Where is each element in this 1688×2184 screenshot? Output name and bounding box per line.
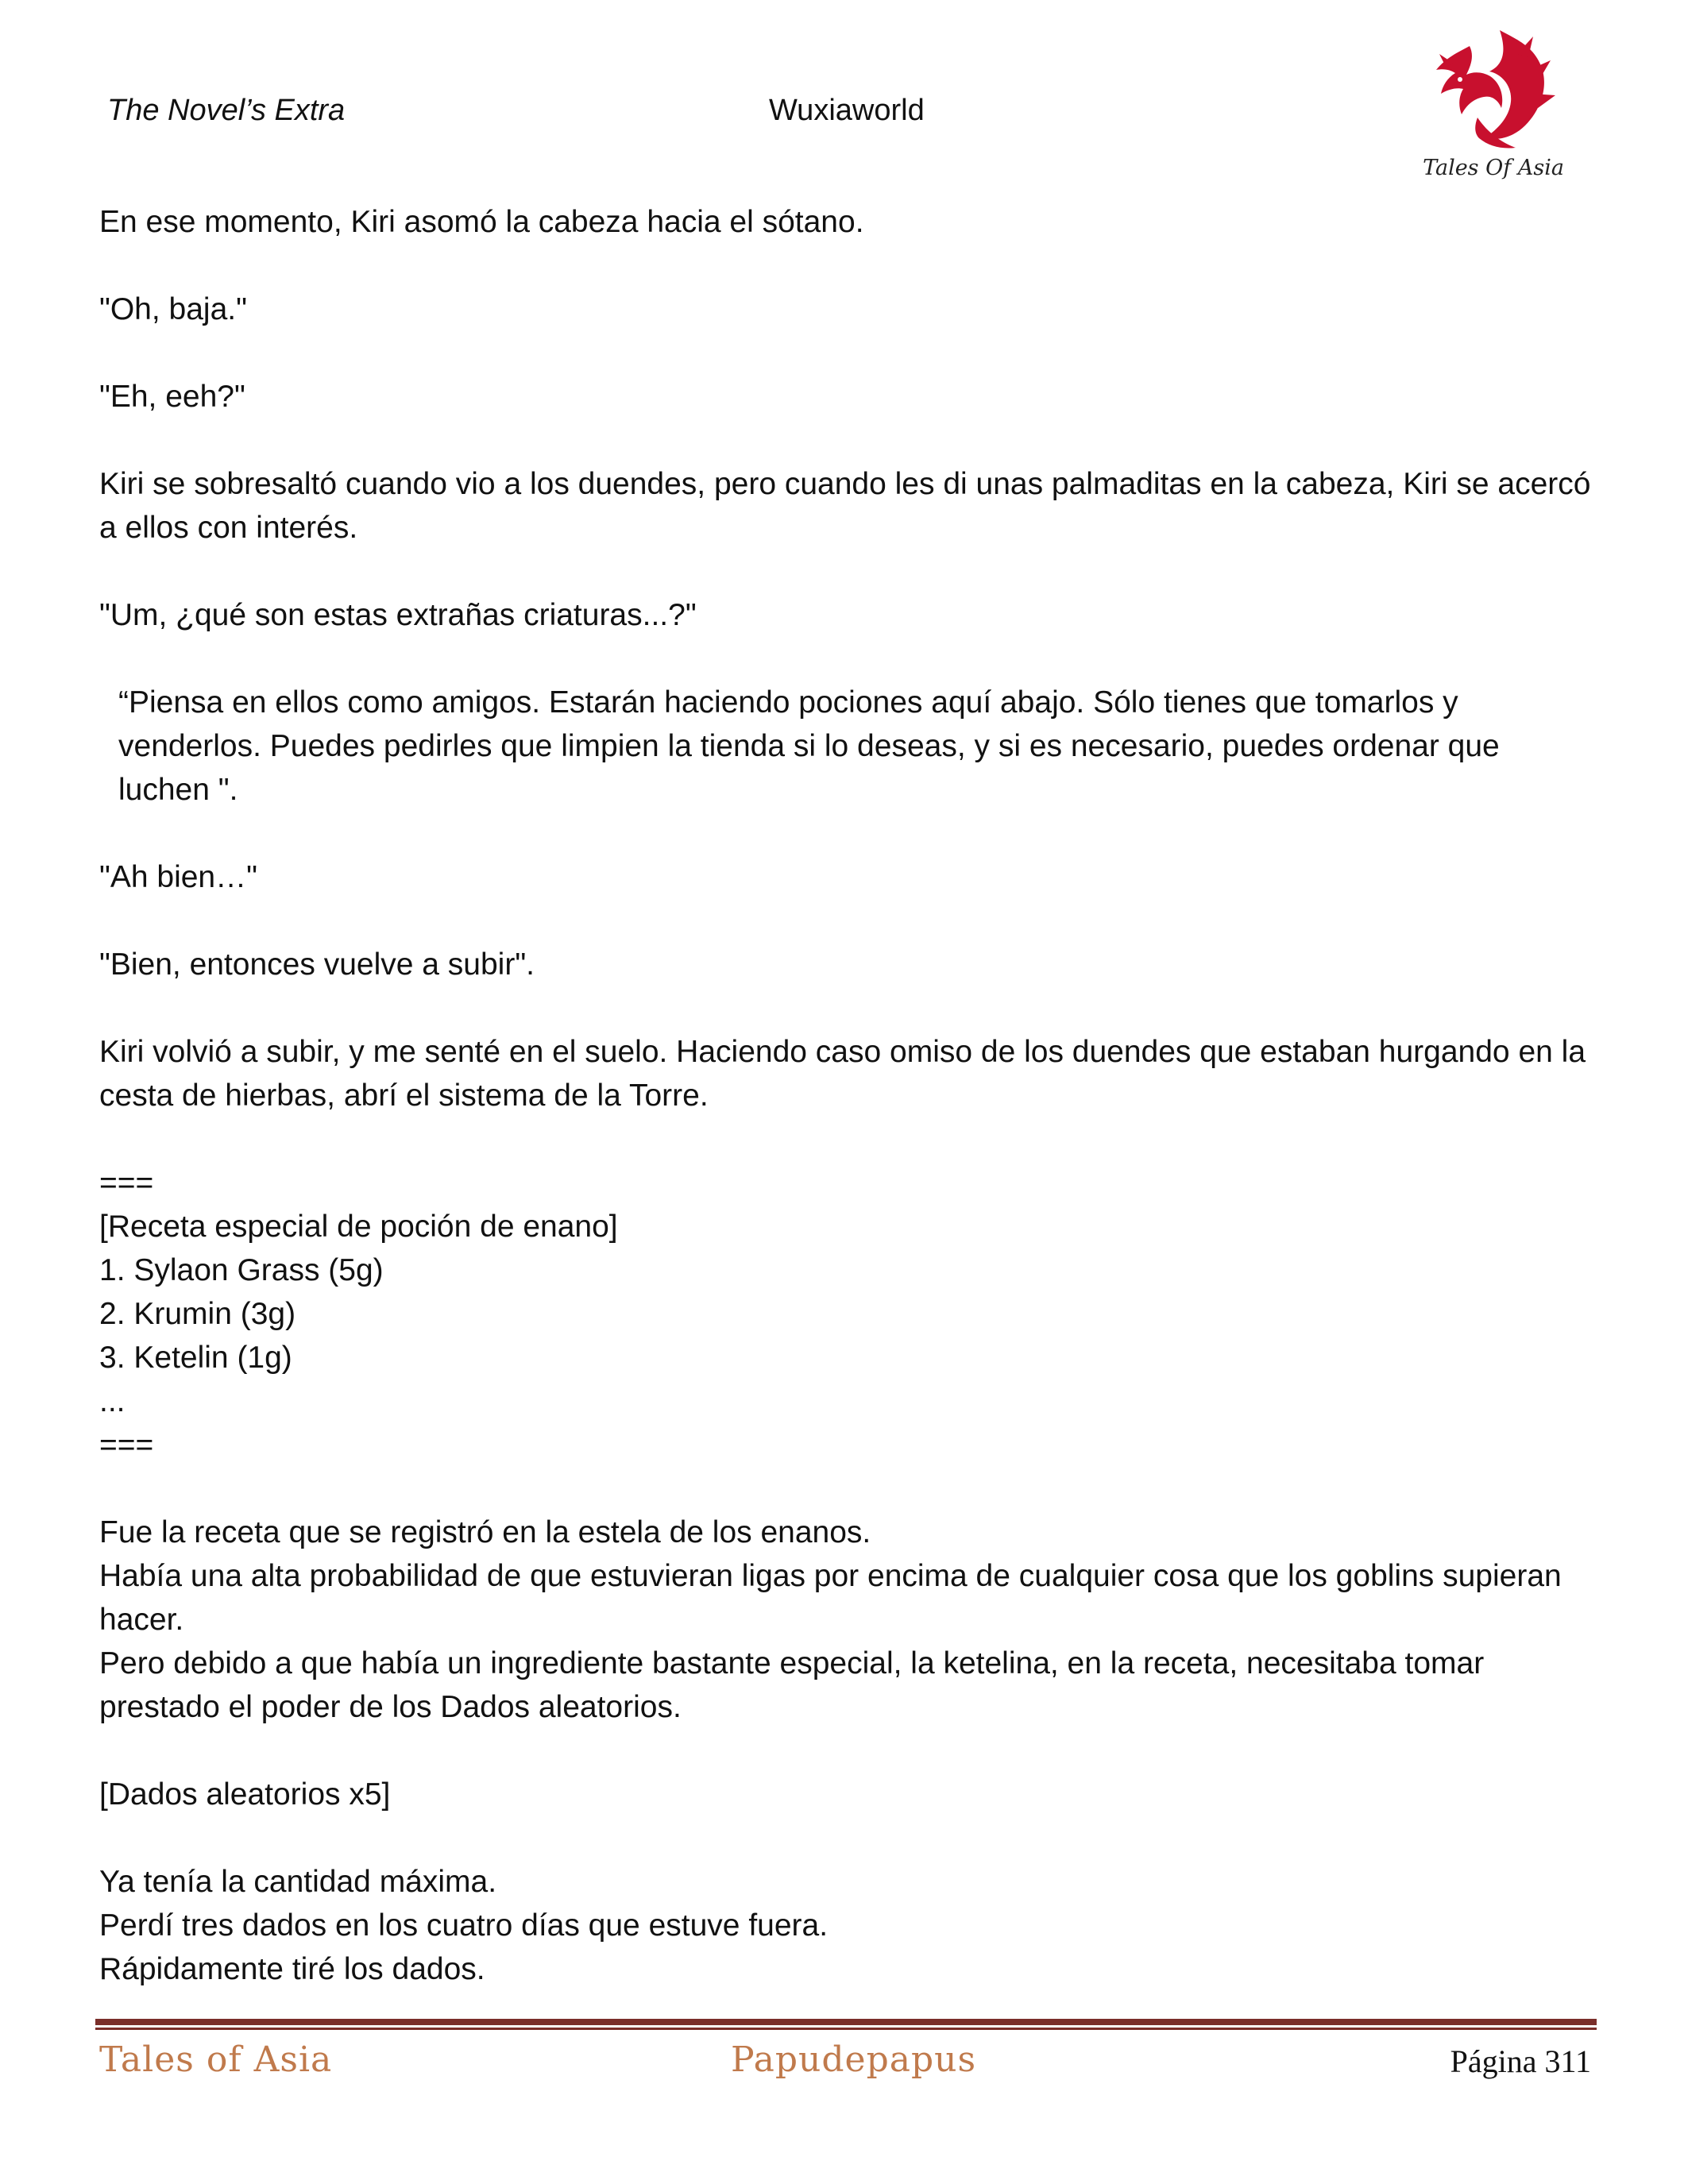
text-line: Pero debido a que había un ingrediente bastante especial, la ketelina, en la receta, necesitaba tomar prestado el poder de los Dados aleatorios.: [99, 1646, 1485, 1724]
after-recipe-block: [99, 1511, 1593, 1729]
recipe-block: [99, 1161, 1593, 1467]
paragraph: "Eh, eeh?": [99, 380, 245, 414]
paragraph: En ese momento, Kiri asomó la cabeza hacia el sótano.: [99, 205, 864, 239]
page-number: Página 311: [1450, 2043, 1591, 2079]
paragraph: Kiri volvió a subir, y me senté en el suelo. Haciendo caso omiso de los duendes que estaban hurgando en la cesta de hierbas, abrí el sistema de la Torre.: [99, 1035, 1586, 1113]
text-line: Perdí tres dados en los cuatro días que estuve fuera.: [99, 1908, 829, 1943]
recipe-line: ===: [99, 1166, 154, 1200]
recipe-line: 1. Sylaon Grass (5g): [99, 1253, 384, 1287]
footer-divider: [95, 2019, 1597, 2025]
footer-translator: Papudepapus: [731, 2039, 977, 2080]
paragraph: “Piensa en ellos como amigos. Estarán haciendo pociones aquí abajo. Sólo tienes que tomarlos y venderlos. Puedes pedirles que limpien la tienda si lo deseas, y si es necesario, puedes ordenar que luchen ".: [118, 685, 1500, 807]
header-novel-title: The Novel’s Extra: [107, 94, 346, 127]
footer-site-name: Tales of Asia: [99, 2039, 333, 2080]
text-line: Ya tenía la cantidad máxima.: [99, 1865, 497, 1899]
paragraph: "Um, ¿qué son estas extrañas criaturas...?": [99, 598, 697, 632]
paragraph: "Ah bien…": [99, 860, 257, 894]
dice-line: [Dados aleatorios x5]: [99, 1777, 391, 1812]
header-site-name: Wuxiaworld: [769, 94, 925, 127]
recipe-line: 3. Ketelin (1g): [99, 1341, 292, 1375]
red-dragon-logo-icon: [1422, 22, 1565, 161]
recipe-line: [Receta especial de poción de enano]: [99, 1210, 618, 1244]
paragraph: Kiri se sobresaltó cuando vio a los duendes, pero cuando les di unas palmaditas en la cabeza, Kiri se acercó a ellos con interés.: [99, 467, 1591, 545]
logo-caption: Tales Of Asia: [1423, 156, 1564, 180]
recipe-line: 2. Krumin (3g): [99, 1297, 296, 1331]
paragraph: "Oh, baja.": [99, 292, 247, 326]
recipe-line: ...: [99, 1384, 126, 1418]
footer-divider-thin: [95, 2028, 1597, 2030]
paragraph: "Bien, entonces vuelve a subir".: [99, 947, 535, 982]
text-line: Rápidamente tiré los dados.: [99, 1952, 485, 1986]
text-line: Fue la receta que se registró en la estela de los enanos.: [99, 1515, 871, 1549]
recipe-line: ===: [99, 1428, 154, 1462]
closing-block: [99, 1860, 1593, 1991]
chapter-body: [99, 200, 1593, 2035]
tales-of-asia-logo: [1422, 22, 1565, 189]
text-line: Había una alta probabilidad de que estuvieran ligas por encima de cualquier cosa que los goblins supieran hacer.: [99, 1559, 1562, 1637]
